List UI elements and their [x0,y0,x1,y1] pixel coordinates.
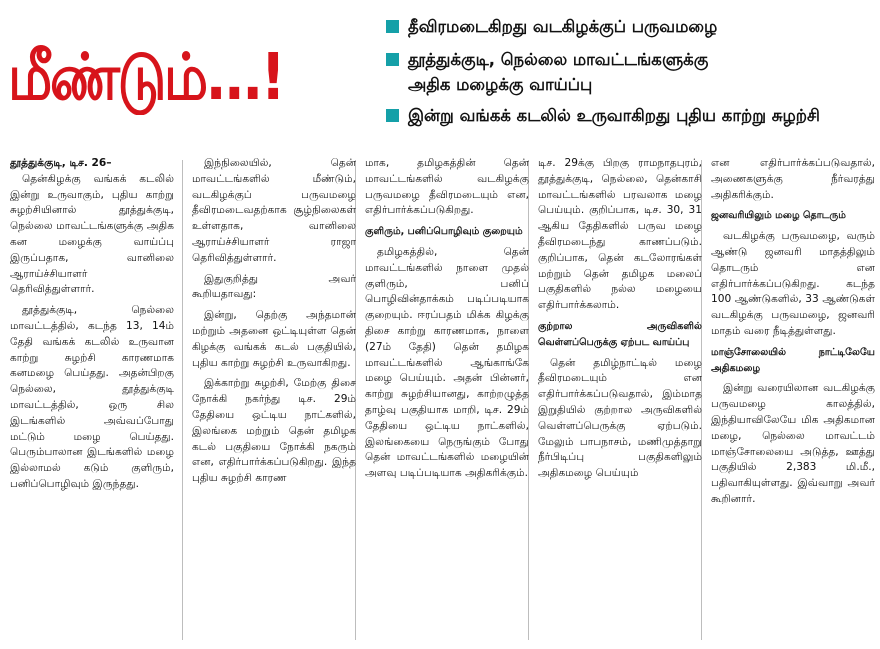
paragraph: இன்று வரையிலான வடகிழக்கு பருவமழை காலத்தில், இந்தியாவிலேயே மிக அதிகமான மழை, நெல்லை மாவட்டம் மாஞ்சோலையை அடுத்த, ஊத்து பகுதியில் 2,383 மி.மீ., பதிவாகியுள்ளது. இவ்வாறு அவர் கூறினார். [711,382,875,505]
highlight-text: தீவிரமடைகிறது வடகிழக்குப் பருவமழை [408,17,718,36]
paragraph: இன்று, தெற்கு அந்தமான் மற்றும் அதனை ஒட்டியுள்ள தென் கிழக்கு வங்கக் கடல் பகுதியில், புதிய காற்று சுழற்சி உருவாகிறது. [192,309,356,369]
paragraph: இதுகுறித்து அவர் கூறியதாவது: [192,272,356,301]
article-column-2 [192,156,356,646]
article-column-3 [365,156,529,646]
paragraph: இந்நிலையில், தென் மாவட்டங்களில் மீண்டும், வடகிழக்குப் பருவமழை தீவிரமடைவதற்காக சூழ்நிலைகள் உள்ளதாக, வானிலை ஆராய்ச்சியாளர் ராஜா தெரிவித்துள்ளார். [192,157,356,264]
article-column-4 [538,156,702,646]
bullet-square-icon [386,53,399,66]
subheading: குற்றால அருவிகளில் வெள்ளப்பெருக்கு ஏற்பட வாய்ப்பு [538,320,702,348]
paragraph: தூத்துக்குடி, நெல்லை மாவட்டத்தில், கடந்த 13, 14ம் தேதி வங்கக் கடலில் உருவான காற்று சுழற்சி காரணமாக கனமழை பெய்தது. அதன்பிறகு நெல்லை, தூத்துக்குடி மாவட்டத்தில், ஒரு சில இடங்களில் அவ்வப்போது மட்டும் மழை பெய்தது. பெரும்பாலான இடங்களில் மழை இல்லாமல் கடும் குளிரும், பனிப்பொழிவும் இருந்தது. [10,304,174,490]
highlight-list [386,14,876,128]
article-column-1 [10,156,174,646]
highlight-item [386,47,876,97]
article-body [10,156,876,646]
article-column-5 [711,156,875,646]
paragraph: தமிழகத்தில், தென் மாவட்டங்களில் நாளை முதல் குளிரும், பனிப் பொழிவின்தாக்கம் படிப்படியாக குறையும். ஈரப்பதம் மிக்க கிழக்கு திசை காற்று காரணமாக, நாளை (27ம் தேதி) தென் தமிழக மாவட்டங்களில் ஆங்காங்கே மழை பெய்யும். அதன் பின்னர், காற்று சுழற்சியானது, காற்றழுத்த தாழ்வு பகுதியாக மாறி, டிச. 29ம் தேதியை ஒட்டிய நாட்களில், இலங்கையை நெருங்கும் போது தென் மாவட்டங்களில் மழையின் அளவு படிப்படியாக அதிகரிக்கும். [365,245,529,480]
paragraph: டிச. 29க்கு பிறகு ராமநாதபுரம், தூத்துக்குடி, நெல்லை, தென்காசி மாவட்டங்களில் பரவலாக மழை பெய்யும். குறிப்பாக, டிச. 30, 31 ஆகிய தேதிகளில் பருவ மழை தீவிரமடைந்து காணப்படும். குறிப்பாக, தென் கடலோரங்கள் மற்றும் தென் தமிழக மலைப் பகுதிகளில் நல்ல மழையை எதிர்பார்க்கலாம். [538,157,702,312]
subheading: குளிரும், பனிப்பொழிவும் குறையும் [365,226,523,238]
highlight-text: தூத்துக்குடி, நெல்லை மாவட்டங்களுக்கு [408,50,709,69]
paragraph: என எதிர்பார்க்கப்படுவதால், அணைகளுக்கு நீர்வரத்து அதிகரிக்கும். [711,157,875,201]
bullet-square-icon [386,109,399,122]
paragraph: மாக, தமிழகத்தின் தென் மாவட்டங்களில் வடகிழக்கு பருவமழை தீவிரமடையும் என, எதிர்பார்க்கப்படுகிறது. [365,157,529,217]
highlight-text: அதிக மழைக்கு வாய்ப்பு [408,75,593,94]
subheading: ஜனவரியிலும் மழை தொடரும் [711,210,847,222]
paragraph: இக்காற்று சுழற்சி, மேற்கு திசை நோக்கி நகர்ந்து டிச. 29ம் தேதியை ஒட்டிய நாட்களில், இலங்கை மற்றும் தென் தமிழக கடல் பகுதியை நோக்கி நகரும் என, எதிர்பார்க்கப்படுகிறது. இந்த புதிய சுழற்சி காரண [192,377,356,485]
bullet-square-icon [386,20,399,33]
paragraph: வடகிழக்கு பருவமழை, வரும் ஆண்டு ஜனவரி மாதத்திலும் தொடரும் என எதிர்பார்க்கப்படுகிறது. கடந்த 100 ஆண்டுகளில், 33 ஆண்டுகள் வடகிழக்கு பருவமழை, ஜனவரி மாதம் வரை நீடித்துள்ளது. [711,230,875,337]
paragraph: தென் தமிழ்நாட்டில் மழை தீவிரமடையும் என எதிர்பார்க்கப்படுவதால், இம்மாத இறுதியில் குற்றால அருவிகளில் வெள்ளப்பெருக்கு ஏற்படும். மேலும் பாபநாசம், மணிமுத்தாறு நீர்பிடிப்பு பகுதிகளிலும் அதிகமழை பெய்யும் [538,356,702,480]
main-headline: மீண்டும்...! [8,41,284,115]
subheading: மாஞ்சோலையில் நாட்டிலேயே அதிகமழை [711,346,875,374]
paragraph: தென்கிழக்கு வங்கக் கடலில் இன்று உருவாகும், புதிய காற்று சுழற்சியினால் தூத்துக்குடி, நெல்லை மாவட்டங்களுக்கு அதிக கன மழைக்கு வாய்ப்பு இருப்பதாக, வானிலை ஆராய்ச்சியாளர் தெரிவித்துள்ளார். [10,172,174,296]
highlight-text: இன்று வங்கக் கடலில் உருவாகிறது புதிய காற்று சுழற்சி [408,106,820,125]
dateline: தூத்துக்குடி, டிச. 26– [10,157,112,169]
highlight-item [386,103,876,128]
highlight-item [386,14,876,39]
